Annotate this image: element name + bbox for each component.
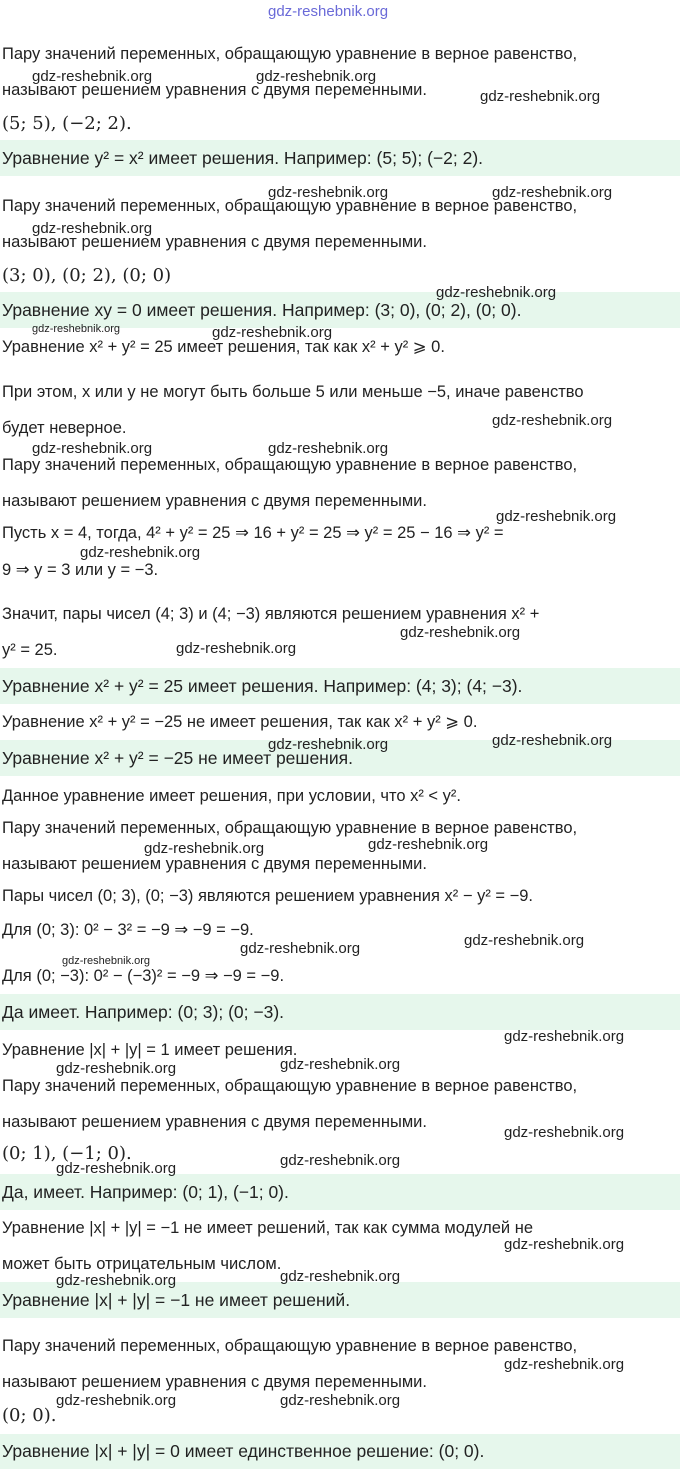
highlight-answer: Да имеет. Например: (0; 3); (0; −3).	[0, 994, 680, 1030]
line: y² = 25.	[2, 641, 58, 659]
line: Пару значений переменных, обращающую уравнение в верное равенство,	[2, 45, 578, 63]
watermark: gdz-reshebnik.org	[256, 68, 377, 85]
line: Пары чисел (0; 3), (0; −3) являются решением уравнения x² − y² = −9.	[2, 887, 534, 905]
line: Уравнение x² + y² = 25 имеет решения, так как x² + y² ⩾ 0.	[2, 338, 445, 356]
watermark: gdz-reshebnik.org	[32, 440, 153, 457]
highlight-answer: Уравнение x² + y² = 25 имеет решения. Например: (4; 3); (4; −3).	[0, 668, 680, 704]
line: может быть отрицательным числом.	[2, 1255, 282, 1273]
highlight-answer: Да, имеет. Например: (0; 1), (−1; 0).	[0, 1174, 680, 1210]
line: (5; 5), (−2; 2).	[2, 113, 132, 134]
line: Уравнение x² + y² = −25 не имеет решения, так как x² + y² ⩾ 0.	[2, 713, 478, 731]
watermark: gdz-reshebnik.org	[56, 1272, 177, 1289]
watermark: gdz-reshebnik.org	[504, 1124, 625, 1141]
highlight-answer: Уравнение x² + y² = −25 не имеет решения.	[0, 740, 680, 776]
watermark: gdz-reshebnik.org	[268, 184, 389, 201]
watermark: gdz-reshebnik.org	[504, 1236, 625, 1253]
line: Пару значений переменных, обращающую уравнение в верное равенство,	[2, 197, 578, 215]
line: При этом, x или y не могут быть больше 5 или меньше −5, иначе равенство	[2, 383, 584, 401]
line: Для (0; 3): 0² − 3² = −9 ⇒ −9 = −9.	[2, 921, 254, 939]
highlight-answer: Уравнение |x| + |y| = 0 имеет единственное решение: (0; 0).	[0, 1434, 680, 1469]
line: Пару значений переменных, обращающую уравнение в верное равенство,	[2, 1337, 578, 1355]
watermark: gdz-reshebnik.org	[80, 544, 201, 561]
watermark: gdz-reshebnik.org	[368, 836, 489, 853]
line: Значит, пары чисел (4; 3) и (4; −3) являются решением уравнения x² +	[2, 605, 540, 623]
watermark: gdz-reshebnik.org	[268, 736, 389, 753]
watermark: gdz-reshebnik.org	[400, 624, 521, 641]
highlight-answer: Уравнение xy = 0 имеет решения. Например: (3; 0), (0; 2), (0; 0).	[0, 292, 680, 328]
line: называют решением уравнения с двумя переменными.	[2, 1113, 427, 1131]
line: называют решением уравнения с двумя переменными.	[2, 492, 427, 510]
watermark: gdz-reshebnik.org	[32, 323, 121, 335]
watermark: gdz-reshebnik.org	[492, 732, 613, 749]
watermark: gdz-reshebnik.org	[492, 412, 613, 429]
watermark: gdz-reshebnik.org	[280, 1268, 401, 1285]
line: называют решением уравнения с двумя переменными.	[2, 233, 427, 251]
line: Для (0; −3): 0² − (−3)² = −9 ⇒ −9 = −9.	[2, 967, 285, 985]
line: будет неверное.	[2, 419, 127, 437]
watermark: gdz-reshebnik.org	[464, 932, 585, 949]
line: Пару значений переменных, обращающую уравнение в верное равенство,	[2, 1077, 578, 1095]
line: называют решением уравнения с двумя переменными.	[2, 81, 427, 99]
watermark: gdz-reshebnik.org	[32, 68, 153, 85]
line: Уравнение |x| + |y| = −1 не имеет решений, так как сумма модулей не	[2, 1219, 533, 1237]
watermark: gdz-reshebnik.org	[492, 184, 613, 201]
watermark: gdz-reshebnik.org	[56, 1392, 177, 1409]
line: называют решением уравнения с двумя переменными.	[2, 855, 427, 873]
watermark: gdz-reshebnik.org	[56, 1160, 177, 1177]
watermark: gdz-reshebnik.org	[268, 440, 389, 457]
watermark: gdz-reshebnik.org	[62, 955, 151, 967]
watermark-top[interactable]: gdz-reshebnik.org	[268, 3, 389, 20]
watermark: gdz-reshebnik.org	[144, 840, 265, 857]
watermark: gdz-reshebnik.org	[436, 284, 557, 301]
watermark: gdz-reshebnik.org	[280, 1392, 401, 1409]
watermark: gdz-reshebnik.org	[56, 1060, 177, 1077]
line: (0; 1), (−1; 0).	[2, 1143, 132, 1164]
line: Пару значений переменных, обращающую уравнение в верное равенство,	[2, 456, 578, 474]
highlight-answer: Уравнение |x| + |y| = −1 не имеет решений.	[0, 1282, 680, 1318]
line: (0; 0).	[2, 1405, 57, 1426]
watermark: gdz-reshebnik.org	[240, 940, 361, 957]
watermark: gdz-reshebnik.org	[212, 324, 333, 341]
line: называют решением уравнения с двумя переменными.	[2, 1373, 427, 1391]
highlight-answer: Уравнение y² = x² имеет решения. Например: (5; 5); (−2; 2).	[0, 140, 680, 176]
watermark: gdz-reshebnik.org	[504, 1028, 625, 1045]
watermark: gdz-reshebnik.org	[496, 508, 617, 525]
watermark: gdz-reshebnik.org	[32, 220, 153, 237]
watermark: gdz-reshebnik.org	[504, 1356, 625, 1373]
watermark: gdz-reshebnik.org	[176, 640, 297, 657]
watermark: gdz-reshebnik.org	[480, 88, 601, 105]
watermark: gdz-reshebnik.org	[280, 1152, 401, 1169]
line: Данное уравнение имеет решения, при условии, что x² < y².	[2, 787, 461, 805]
line: (3; 0), (0; 2), (0; 0)	[2, 265, 172, 286]
line: Пару значений переменных, обращающую уравнение в верное равенство,	[2, 819, 578, 837]
line: Уравнение |x| + |y| = 1 имеет решения.	[2, 1041, 298, 1059]
line: 9 ⇒ y = 3 или y = −3.	[2, 561, 159, 579]
watermark: gdz-reshebnik.org	[280, 1056, 401, 1073]
line: Пусть x = 4, тогда, 4² + y² = 25 ⇒ 16 + y² = 25 ⇒ y² = 25 − 16 ⇒ y² =	[2, 524, 504, 542]
